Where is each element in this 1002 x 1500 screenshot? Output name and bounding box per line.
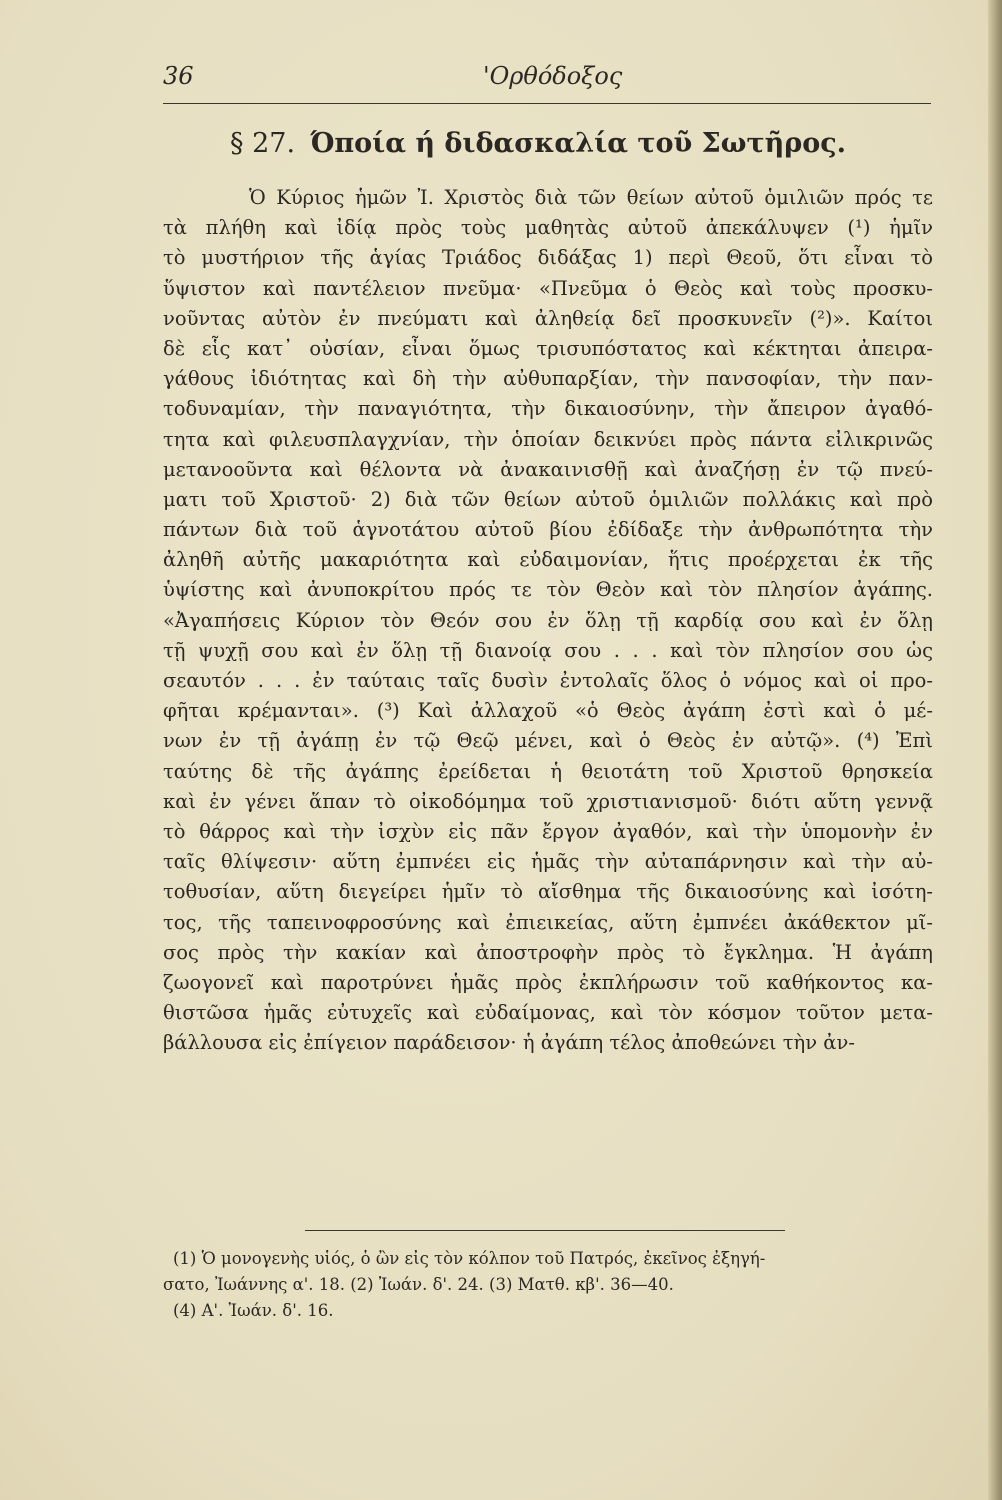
section-number: § 27. (230, 128, 296, 159)
text-line: νοῦντας αὐτὸν ἐν πνεύματι καὶ ἀληθείᾳ δεῖ προσκυνεῖν (²)». Καίτοι (163, 306, 933, 330)
footnote-line: (4) Α'. Ἰωάν. δ'. 16. (173, 1301, 334, 1320)
text-line: ἀληθῆ αὐτῆς μακαριότητα καὶ εὐδαιμονίαν, ἥτις προέρχεται ἐκ τῆς (163, 548, 933, 572)
running-title: 'Ορθόδοξος (483, 62, 623, 90)
text-line: δὲ εἷς κατ᾽ οὐσίαν, εἶναι ὅμως τρισυπόστατος καὶ κέκτηται ἀπειρα- (163, 336, 933, 360)
text-line: ζωογονεῖ καὶ παροτρύνει ἡμᾶς πρὸς ἐκπλήρωσιν τοῦ καθήκοντος κα- (163, 970, 933, 994)
header-rule (163, 103, 931, 104)
text-line: τὸ θάρρος καὶ τὴν ἰσχὺν εἰς πᾶν ἔργον ἀγαθόν, καὶ τὴν ὑπομονὴν ἐν (163, 819, 933, 843)
text-line: τὸ μυστήριον τῆς ἁγίας Τριάδος διδάξας 1) περὶ Θεοῦ, ὅτι εἶναι τὸ (163, 246, 933, 270)
footnotes (163, 1246, 933, 1324)
footnote-rule (305, 1230, 785, 1231)
text-line: τὰ πλήθη καὶ ἰδίᾳ πρὸς τοὺς μαθητὰς αὐτοῦ ἀπεκάλυψεν (¹) ἡμῖν (163, 216, 933, 240)
text-line: τος, τῆς ταπεινοφροσύνης καὶ ἐπιεικείας, αὕτη ἐμπνέει ἀκάθεκτον μῖ- (163, 910, 933, 934)
page-header (163, 60, 928, 96)
page-spine-shadow (988, 0, 1002, 1500)
text-line: τῇ ψυχῇ σου καὶ ἐν ὅλῃ τῇ διανοίᾳ σου . . . καὶ τὸν πλησίον σου ὡς (163, 638, 933, 662)
text-line: θιστῶσα ἡμᾶς εὐτυχεῖς καὶ εὐδαίμονας, καὶ τὸν κόσμον τοῦτον μετα- (163, 1001, 933, 1025)
text-line: πάντων διὰ τοῦ ἁγνοτάτου αὐτοῦ βίου ἐδίδαξε τὴν ἀνθρωπότητα τὴν (163, 518, 933, 542)
text-line: ταῖς θλίψεσιν· αὕτη ἐμπνέει εἰς ἡμᾶς τὴν αὐταπάρνησιν καὶ τὴν αὐ- (163, 850, 933, 874)
text-line: ματι τοῦ Χριστοῦ· 2) διὰ τῶν θείων αὐτοῦ ὁμιλιῶν πολλάκις καὶ πρὸ (163, 487, 933, 511)
text-line: σος πρὸς τὴν κακίαν καὶ ἀποστροφὴν πρὸς τὸ ἔγκλημα. Ἡ ἀγάπη (163, 940, 933, 964)
text-line: «Ἀγαπήσεις Κύριον τὸν Θεόν σου ἐν ὅλῃ τῇ καρδίᾳ σου καὶ ἐν ὅλῃ (163, 608, 933, 632)
section-title: Όποία ή διδασκαλία τοῦ Σωτῆρος. (310, 128, 847, 159)
text-line: τητα καὶ φιλευσπλαγχνίαν, τὴν ὁποίαν δεικνύει πρὸς πάντα εἰλικρινῶς (163, 427, 933, 451)
text-line: ταύτης δὲ τῆς ἀγάπης ἐρείδεται ἡ θειοτάτη τοῦ Χριστοῦ θρησκεία (163, 759, 933, 783)
text-line: μετανοοῦντα καὶ θέλοντα νὰ ἀνακαινισθῇ καὶ ἀναζήσῃ ἐν τῷ πνεύ- (163, 457, 933, 481)
text-line: νων ἐν τῇ ἀγάπῃ ἐν τῷ Θεῷ μένει, καὶ ὁ Θεὸς ἐν αὐτῷ». (⁴) Ἐπὶ (163, 729, 933, 753)
text-line: σεαυτόν . . . ἐν ταύταις ταῖς δυσὶν ἐντολαῖς ὅλος ὁ νόμος καὶ οἱ προ- (163, 669, 933, 692)
footnote-line: σατο, Ἰωάννης α'. 18. (2) Ἰωάν. δ'. 24. (3) Ματθ. κβ'. 36—40. (163, 1275, 674, 1294)
text-line: ὑψίστης καὶ ἀνυποκρίτου πρός τε τὸν Θεὸν καὶ τὸν πλησίον ἀγάπης. (163, 578, 933, 602)
page-number: 36 (163, 62, 194, 90)
text-line: καὶ ἐν γένει ἅπαν τὸ οἰκοδόμημα τοῦ χριστιανισμοῦ· διότι αὕτη γεννᾷ (163, 789, 933, 813)
text-line: ὕψιστον καὶ παντέλειον πνεῦμα· «Πνεῦμα ὁ Θεὸς καὶ τοὺς προσκυ- (163, 276, 933, 300)
text-line: φῆται κρέμανται». (³) Καὶ ἀλλαχοῦ «ὁ Θεὸς ἀγάπη ἐστὶ καὶ ὁ μέ- (163, 699, 933, 723)
text-line: τοδυναμίαν, τὴν παναγιότητα, τὴν δικαιοσύνην, τὴν ἄπειρον ἀγαθό- (163, 397, 933, 421)
text-line: γάθους ἰδιότητας καὶ δὴ τὴν αὐθυπαρξίαν, τὴν πανσοφίαν, τὴν παν- (163, 367, 933, 391)
body-paragraph (163, 183, 933, 1058)
footnote-line: (1) Ὁ μονογενὴς υἱός, ὁ ὢν εἰς τὸν κόλπον τοῦ Πατρός, ἐκεῖνος ἐξηγή- (173, 1249, 766, 1268)
text-line: βάλλουσα εἰς ἐπίγειον παράδεισον· ἡ ἀγάπη τέλος ἀποθεώνει τὴν ἀν- (163, 1031, 855, 1055)
text-line: τοθυσίαν, αὕτη διεγείρει ἡμῖν τὸ αἴσθημα τῆς δικαιοσύνης καὶ ἰσότη- (163, 880, 933, 904)
section-heading (230, 128, 930, 168)
text-line: Ὁ Κύριος ἡμῶν Ἰ. Χριστὸς διὰ τῶν θείων αὐτοῦ ὁμιλιῶν πρός τε (249, 186, 933, 209)
